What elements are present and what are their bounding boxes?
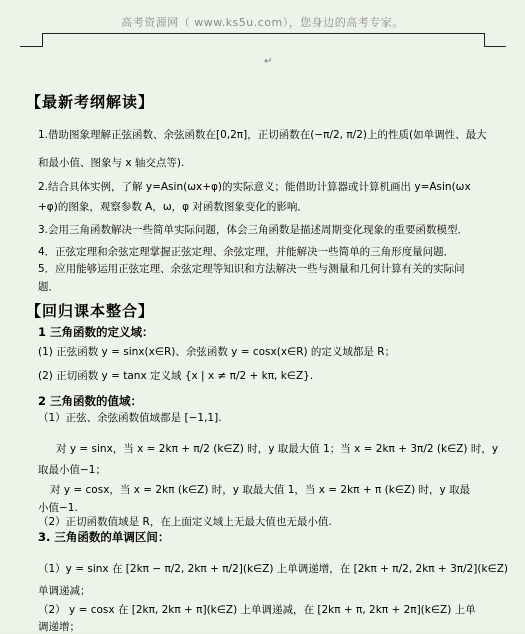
syllabus-item: 5．应用能够运用正弦定理、余弦定理等知识和方法解决一些与测量和几何计算有关的实际问 [38,263,465,275]
syllabus-item: 3.会用三角函数解决一些简单实际问题，体会三角函数是描述周期变化现象的重要函数模型． [38,224,469,236]
content-line: 对 y = sinx，当 x = 2kπ + π/2 (k∈Z) 时，y 取最大值 1；当 x = 2kπ + 3π/2 (k∈Z) 时，y [56,443,499,455]
page-header: 高考资源网（ www.ks5u.com），您身边的高考专家。 [121,16,404,29]
margin-mark-left [20,46,42,47]
subheading-range: 2 三角函数的值域： [38,394,143,408]
content-line: （1）y = sinx 在 [2kπ − π/2, 2kπ + π/2](k∈Z) 上单调递增，在 [2kπ + π/2, 2kπ + 3π/2](k∈Z) [38,563,508,575]
subheading-domain: 1 三角函数的定义域： [38,325,154,339]
margin-mark-right [484,46,506,47]
content-line: （2） y = cosx 在 [2kπ, 2kπ + π](k∈Z) 上单调递减，在 [2kπ + π, 2kπ + 2π](k∈Z) 上单 [38,604,476,616]
header-corner-right [484,33,485,47]
header-rule [42,33,484,34]
content-line: 调递增； [38,621,80,633]
syllabus-item: 1.借助图象理解正弦函数、余弦函数在[0,2π]，正切函数在(−π/2, π/2)上的性质(如单调性、最大 [38,129,487,141]
content-line: 取最小值−1； [38,464,106,476]
syllabus-item: +φ)的图象，观察参数 A，ω，φ 对函数图象变化的影响． [38,201,308,213]
content-line: （1）正弦、余弦函数值域都是 [−1,1]. [38,412,222,424]
syllabus-item: 4．正弦定理和余弦定理掌握正弦定理、余弦定理，并能解决一些简单的三角形度量问题． [38,246,455,258]
content-line: (1) 正弦函数 y = sinx(x∈R)、余弦函数 y = cosx(x∈R) 的定义域都是 R； [38,346,396,358]
content-line: 单调递减； [38,585,91,597]
content-line: （2）正切函数值域是 R，在上面定义域上无最大值也无最小值. [38,516,332,528]
section-title-syllabus: 【最新考纲解读】 [26,93,155,111]
syllabus-item: 2.结合具体实例，了解 y=Asin(ωx+φ)的实际意义；能借助计算器或计算机画出 y=Asin(ωx [38,181,471,193]
subheading-monotonic: 3. 三角函数的单调区间： [38,530,170,544]
paragraph-mark: ↵ [264,56,273,67]
header-corner-left [42,33,43,47]
syllabus-item: 题． [38,281,59,293]
content-line: 小值−1. [38,502,78,514]
content-line: (2) 正切函数 y = tanx 定义域 {x | x ≠ π/2 + kπ, k∈Z}. [38,370,314,382]
content-line: 对 y = cosx，当 x = 2kπ (k∈Z) 时，y 取最大值 1，当 x = 2kπ + π (k∈Z) 时，y 取最 [50,484,471,496]
syllabus-item: 和最小值、图象与 x 轴交点等). [38,157,185,169]
section-title-review: 【回归课本整合】 [26,302,155,320]
